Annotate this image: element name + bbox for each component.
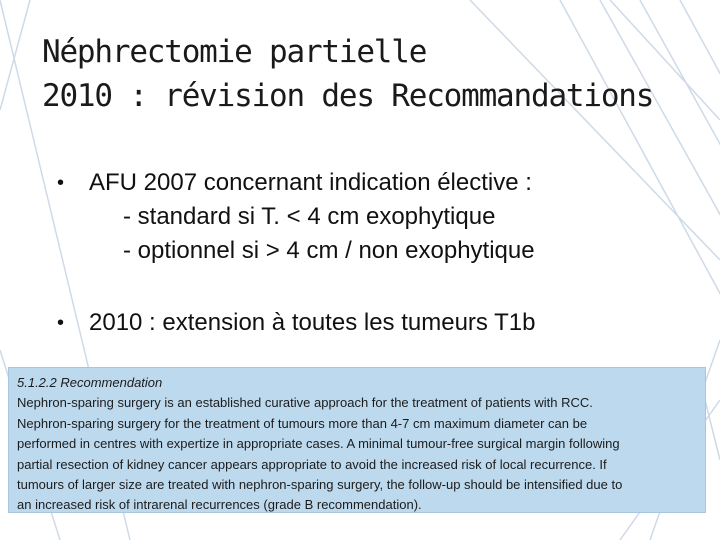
recommendation-line: Nephron-sparing surgery is an established curative approach for the treatment of patients with RCC. <box>17 395 593 411</box>
bullet-text: AFU 2007 concernant indication élective : <box>89 169 532 196</box>
recommendation-heading: 5.1.2.2 Recommendation <box>17 375 163 390</box>
bullet-text: 2010 : extension à toutes les tumeurs T1b <box>89 309 536 336</box>
bullet-list <box>0 166 720 340</box>
bullet-item-2010-extension <box>0 306 720 340</box>
recommendation-line: an increased risk of intrarenal recurrences (grade B recommendation). <box>17 497 422 513</box>
bullet-marker: • <box>57 172 65 194</box>
recommendation-line: performed in centres with expertize in appropriate cases. A minimal tumour-free surgical margin following <box>17 436 620 452</box>
slide-title <box>42 30 712 118</box>
bullet-marker: • <box>57 312 65 334</box>
slide-title-line-2: 2010 : révision des Recommandations <box>42 78 654 114</box>
recommendation-line: partial resection of kidney cancer appears appropriate to avoid the increased risk of local recurrence. If <box>17 456 607 472</box>
bullet-item-afu-2007 <box>0 166 720 268</box>
recommendation-box <box>8 367 706 513</box>
recommendation-line: tumours of larger size are treated with nephron-sparing surgery, the follow-up should be intensified due to <box>17 477 623 493</box>
recommendation-line: Nephron-sparing surgery for the treatment of tumours more than 4-7 cm maximum diameter can be <box>17 415 588 431</box>
bullet-subline: - standard si T. < 4 cm exophytique <box>123 203 496 230</box>
slide-title-line-1: Néphrectomie partielle <box>42 34 427 70</box>
bullet-subline: - optionnel si > 4 cm / non exophytique <box>123 237 535 264</box>
